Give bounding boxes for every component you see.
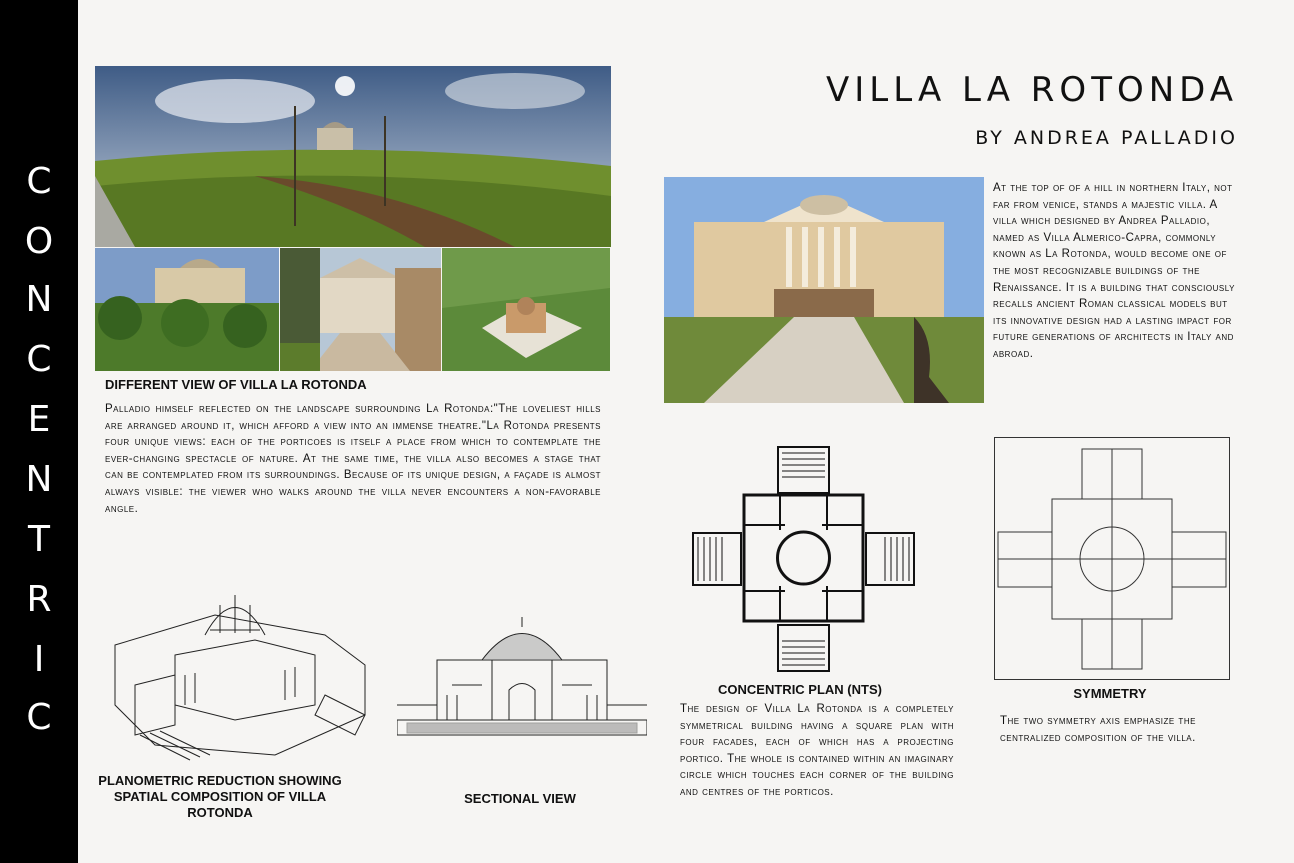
gallery-paragraph: Palladio himself reflected on the landscape surrounding La Rotonda:"The loveliest hills are arranged around it, which afford a view into an immense theatre."La Rotonda presents four unique views: each of the porticoes is itself a place from which to contemplate the ever-changing spectacle of nature. At the same time, the villa also becomes a stage that can be contemplated from its surroundings. Because of its unique design, a façade is almost always visible: the viewer who walks around the villa never encounters a non-favorable angle.: [105, 403, 601, 515]
villa-entrance-photo: [280, 248, 441, 371]
section-drawing: [397, 615, 647, 740]
gallery-caption: DIFFERENT VIEW OF VILLA LA ROTONDA: [105, 377, 367, 392]
symmetry-diagram: [994, 437, 1230, 680]
sidebar-letter: C: [26, 697, 52, 738]
planometric-caption: PLANOMETRIC REDUCTION SHOWING SPATIAL COMPOSITION OF VILLA ROTONDA: [98, 773, 342, 820]
sidebar-letter: E: [27, 399, 51, 440]
sidebar-letter: R: [26, 579, 52, 620]
symmetry-caption: SYMMETRY: [1073, 686, 1147, 701]
symmetry-paragraph: The two symmetry axis emphasize the centralized composition of the villa.: [1000, 715, 1196, 744]
sidebar-letter: N: [25, 459, 53, 500]
page-subtitle: BY ANDREA PALLADIO: [975, 127, 1238, 149]
concentric-plan-drawing: [690, 445, 917, 673]
plan-caption: CONCENTRIC PLAN (NTS): [718, 682, 882, 697]
sidebar-letter: N: [25, 279, 53, 320]
section-caption: SECTIONAL VIEW: [464, 791, 576, 806]
plan-paragraph: The design of Villa La Rotonda is a completely symmetrical building having a square plan with four facades, each of which has a projecting portico. The whole is contained within an imaginary circle which touches each corner of the building and centres of the porticos.: [680, 703, 954, 798]
panorama-photo: [95, 66, 611, 247]
villa-main-photo: [664, 177, 984, 403]
sidebar-letter: T: [28, 519, 50, 560]
villa-aerial-photo: [442, 248, 610, 371]
villa-garden-photo: [95, 248, 279, 371]
planometric-drawing: [95, 585, 387, 765]
sidebar-letter: O: [24, 221, 54, 262]
sidebar-letter: C: [26, 339, 52, 380]
sidebar-letter: I: [33, 639, 45, 680]
intro-paragraph: At the top of of a hill in northern Italy, not far from venice, stands a majestic villa. A villa which designed by Andrea Palladio, named as Villa Almerico-Capra, commonly known as La Rotonda, would become one of the most recognizable buildings of the Renaissance. It is a building that consciously recalls ancient Roman classical models but its innovative design had a lasting impact for future generations of architects in Italy and abroad.: [993, 182, 1235, 360]
page-title: VILLA LA ROTONDA: [826, 70, 1238, 110]
sidebar-letter: C: [26, 161, 52, 202]
